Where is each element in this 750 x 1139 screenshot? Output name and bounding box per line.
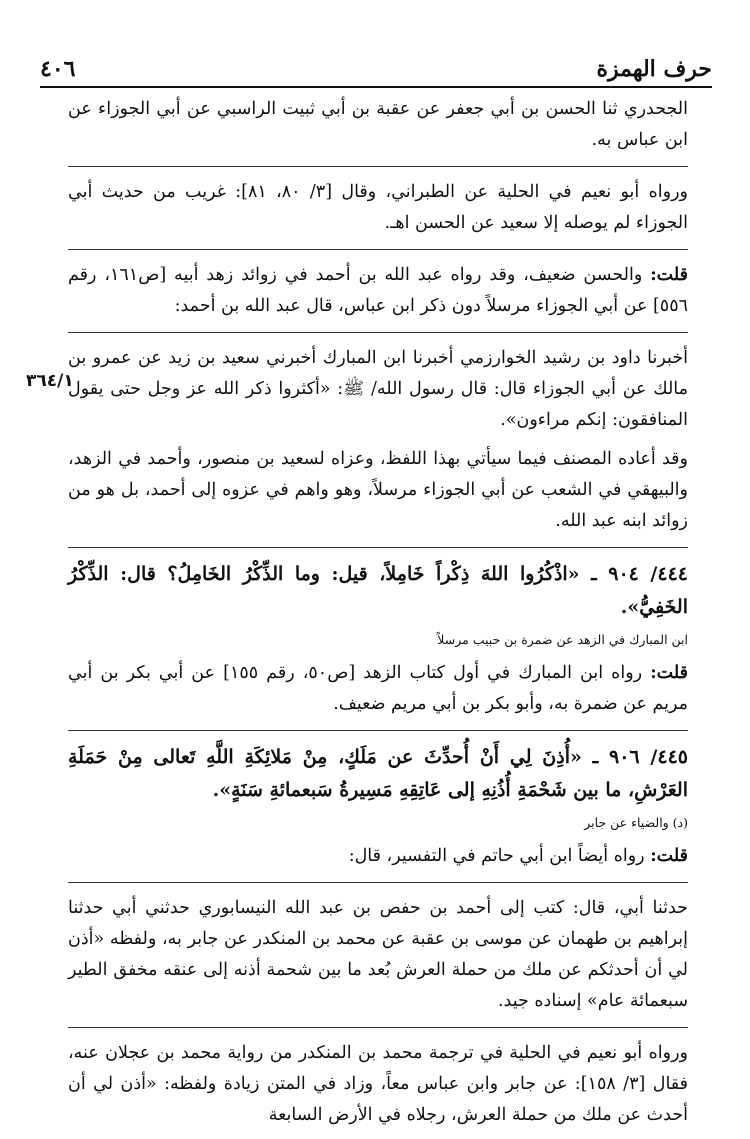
paragraph-7: [68, 841, 688, 872]
hadith-445: ٤٤٥/ ٩٠٦ ـ «أُذِنَ لِي أَنْ أُحدِّثَ عن مَلَكٍ، مِنْ مَلائِكَةِ اللَّهِ تَعالى مِنْ حَمَلَةِ العَرْشِ، ما بين شَحْمَةِ أُذُنِهِ إلى عَاتِقِهِ مَسِيرةُ سَبعمائةِ سَنَةٍ».: [68, 746, 688, 801]
divider: [68, 166, 688, 167]
paragraph-6-text: رواه ابن المبارك في أول كتاب الزهد [ص٥٠، رقم ١٥٥] عن أبي بكر بن أبي مريم عن ضمرة به، وأبو بكر بن أبي مريم ضعيف.: [68, 663, 688, 714]
paragraph-5: وقد أعاده المصنف فيما سيأتي بهذا اللفظ، وعزاه لسعيد بن منصور، وأحمد في الزهد، والبيهقي في الشعب عن أبي الجوزاء مرسلاً، وهو واهم في عزوه إلى أحمد، بل هو من زوائد ابنه عبد الله.: [68, 449, 688, 531]
paragraph-8: حدثنا أبي، قال: كتب إلى أحمد بن حفص بن عبد الله النيسابوري حدثني أبي حدثنا إبراهيم بن طهمان عن موسى بن عقبة عن محمد بن المنكدر عن جابر به، ولفظه «أذن لي أن أحدثكم عن ملك من حملة العرش بُعد ما بين شحمة أذنه إلى عنقه مخفق الطير سبعمائة عام» إسناده جيد.: [68, 898, 688, 1011]
hadith-444: ٤٤٤/ ٩٠٤ ـ «اذْكُرُوا اللهَ ذِكْراً خَامِلاً، قيل: وما الذِّكْرُ الخَامِلُ؟ قال: الذِّكْرُ الخَفِيُّ».: [68, 563, 688, 618]
paragraph-2: ورواه أبو نعيم في الحلية عن الطبراني، وقال [٣/ ٨٠، ٨١]: غريب من حديث أبي الجوزاء لم يوصله إلا سعيد عن الحسن اهـ.: [68, 182, 688, 233]
chapter-title: حرف الهمزة: [596, 56, 712, 82]
page-body: [68, 94, 688, 1139]
qult-label: قلت:: [650, 663, 688, 683]
paragraph-3: [68, 260, 688, 322]
source-note-1: ابن المبارك في الزهد عن ضمرة بن حبيب مرسلاً: [437, 632, 688, 647]
qult-label: قلت:: [650, 846, 688, 866]
page-header: [40, 52, 712, 82]
divider: [68, 730, 688, 731]
divider: [68, 882, 688, 883]
source-note-2: (د) والضياء عن جابر: [584, 815, 688, 830]
qult-label: قلت:: [650, 265, 688, 285]
paragraph-1: الجحدري ثنا الحسن بن أبي جعفر عن عقبة بن أبي ثبيت الراسبي عن أبي الجوزاء عن ابن عباس به.: [68, 99, 688, 150]
divider: [68, 547, 688, 548]
paragraph-3-text: والحسن ضعيف، وقد رواه عبد الله بن أحمد في زوائد زهد أبيه [ص١٦١، رقم ٥٥٦] عن أبي الجوزاء مرسلاً دون ذكر ابن عباس، قال عبد الله بن أحمد:: [68, 265, 688, 316]
header-rule: [40, 86, 712, 88]
paragraph-4: أخبرنا داود بن رشيد الخوارزمي أخبرنا ابن المبارك أخبرني سعيد بن زيد عن عمرو بن مالك عن أبي الجوزاء قال: قال رسول الله/ ﷺ: «أكثروا ذكر الله عز وجل حتى يقول المنافقون: إنكم مراءون».: [68, 348, 688, 430]
paragraph-9: ورواه أبو نعيم في الحلية في ترجمة محمد بن المنكدر من رواية محمد بن عجلان عنه، فقال [٣/ ١٥٨]: عن جابر وابن عباس معاً، وزاد في المتن زيادة ولفظه: «أذن لي أن أحدث عن ملك من حملة العرش، رجلاه في الأرض السابعة: [68, 1043, 688, 1125]
divider: [68, 1027, 688, 1028]
margin-reference: ٣٦٤/١: [26, 371, 74, 391]
divider: [68, 249, 688, 250]
paragraph-7-text: رواه أيضاً ابن أبي حاتم في التفسير، قال:: [348, 846, 651, 866]
divider: [68, 332, 688, 333]
paragraph-6: [68, 658, 688, 720]
page-number: ٤٠٦: [40, 56, 76, 82]
